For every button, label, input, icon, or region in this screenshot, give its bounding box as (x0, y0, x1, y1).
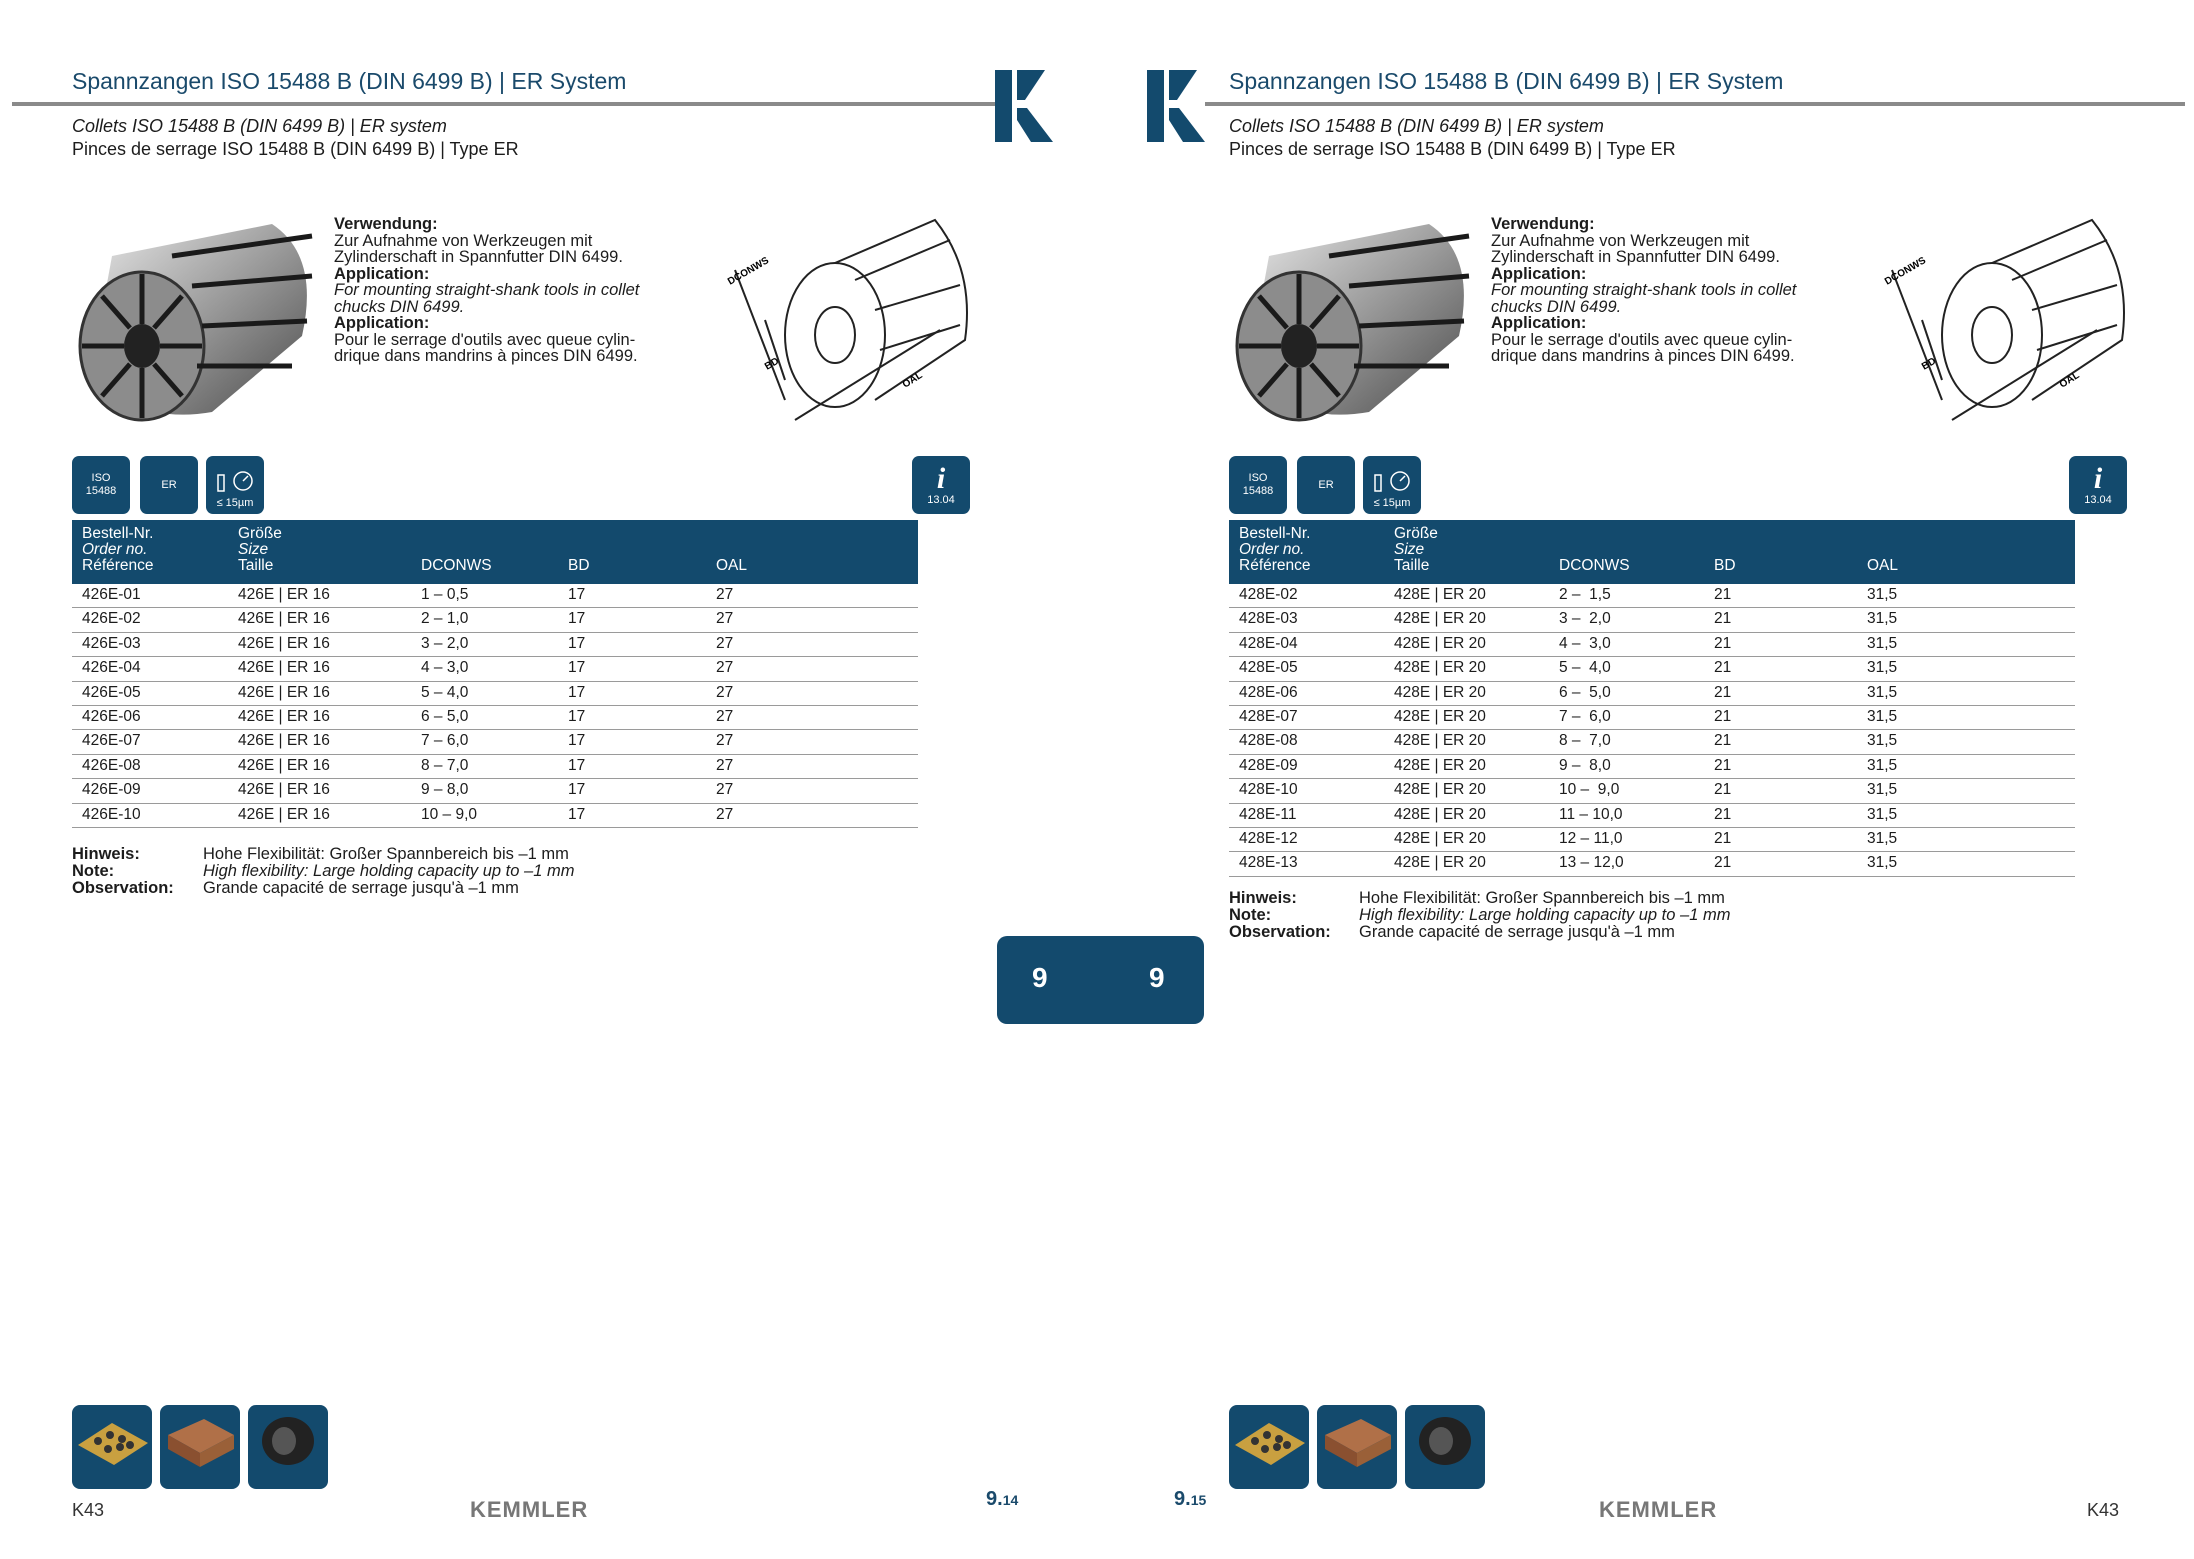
cell-ref: 428E-06 (1239, 683, 1298, 701)
cell-ref: 428E-05 (1239, 659, 1298, 677)
subtitle-fr: Pinces de serrage ISO 15488 B (DIN 6499 B) | Type ER (1229, 139, 1676, 159)
desc-fr-label: Application: (334, 314, 430, 332)
cell-oal: 27 (716, 586, 734, 603)
table-row (1229, 779, 2075, 803)
desc-de-label: Verwendung: (334, 215, 438, 233)
info-icon: i (2093, 461, 2103, 495)
collet-photo (72, 216, 320, 424)
cell-dconws: 13 – 12,0 (1559, 854, 1624, 872)
cell-dconws: 9 – 8,0 (1559, 756, 1611, 774)
cell-ref: 426E-10 (82, 805, 141, 823)
cell-ref: 426E-06 (82, 707, 141, 725)
cell-size: 428E | ER 20 (1394, 732, 1486, 750)
thumbnail-clamping-nut[interactable]: 10.10 (248, 1405, 328, 1489)
diagram-label-oal: OAL (2057, 370, 2082, 391)
cell-size: 426E | ER 16 (238, 659, 330, 677)
cell-size: 426E | ER 16 (238, 756, 330, 774)
cell-oal: 27 (716, 634, 734, 652)
cell-ref: 428E-11 (1239, 805, 1297, 823)
cell-bd: 17 (568, 586, 586, 603)
cell-bd: 17 (568, 756, 586, 774)
cell-oal: 31,5 (1867, 781, 1898, 799)
thumbnail-collet-rack[interactable] (72, 1405, 152, 1489)
cell-ref: 426E-03 (82, 634, 141, 652)
er-badge: ER (140, 456, 198, 514)
cell-ref: 426E-01 (82, 586, 141, 603)
table-row (1229, 584, 2075, 608)
clamping-nut-icon (248, 1405, 328, 1475)
cell-size: 426E | ER 16 (238, 732, 330, 750)
cell-size: 428E | ER 20 (1394, 829, 1486, 847)
info-badge[interactable]: i 13.04 (2069, 456, 2127, 514)
table-body (1229, 584, 2075, 877)
table-row (1229, 706, 2075, 730)
cell-size: 428E | ER 20 (1394, 634, 1486, 652)
cell-bd: 21 (1714, 805, 1732, 823)
runout-gauge-icon (215, 471, 255, 497)
cell-bd: 21 (1714, 829, 1732, 847)
cell-dconws: 9 – 8,0 (421, 781, 469, 799)
subtitle-en: Collets ISO 15488 B (DIN 6499 B) | ER system (72, 116, 447, 136)
table-row (72, 657, 918, 681)
accuracy-badge: ≤ 15µm (206, 456, 264, 514)
cell-bd: 21 (1714, 610, 1732, 628)
table-row (1229, 755, 2075, 779)
table-row (1229, 608, 2075, 632)
cell-dconws: 4 – 3,0 (1559, 634, 1611, 652)
cell-bd: 17 (568, 634, 586, 652)
thumbnail-collet-rack[interactable] (1229, 1405, 1309, 1489)
cell-size: 428E | ER 20 (1394, 683, 1486, 701)
notes: Hinweis: Hohe Flexibilität: Großer Spannbereich bis –1 mm Note: High flexibility: Large holding capacity up to –1 mm Observation: Grande capacité de serrage jusqu'à –1 mm (72, 845, 575, 897)
cell-oal: 27 (716, 805, 734, 823)
cell-dconws: 2 – 1,0 (421, 610, 469, 628)
kemmler-k-logo (1147, 70, 1207, 142)
cell-ref: 426E-08 (82, 756, 141, 774)
cell-ref: 426E-04 (82, 659, 141, 677)
cell-oal: 31,5 (1867, 805, 1898, 823)
table-header: Bestell-Nr. Order no. Référence Größe Size Taille DCONWS BD OAL (1229, 520, 2075, 584)
cell-size: 428E | ER 20 (1394, 756, 1486, 774)
table-row (72, 804, 918, 828)
cell-size: 426E | ER 16 (238, 805, 330, 823)
table-row (72, 584, 918, 608)
cell-size: 428E | ER 20 (1394, 610, 1486, 628)
thumbnail-wood-box[interactable] (1317, 1405, 1397, 1489)
thumbnail-clamping-nut[interactable]: 10.10 (1405, 1405, 1485, 1489)
cell-oal: 27 (716, 659, 734, 677)
table-row (1229, 682, 2075, 706)
table-row (1229, 633, 2075, 657)
cell-dconws: 8 – 7,0 (421, 756, 469, 774)
table-header: Bestell-Nr. Order no. Référence Größe Size Taille DCONWS BD OAL (72, 520, 918, 584)
table-row (1229, 852, 2075, 876)
clamping-nut-icon (1405, 1405, 1485, 1475)
cell-size: 426E | ER 16 (238, 707, 330, 725)
cell-ref: 428E-13 (1239, 854, 1298, 872)
cell-oal: 31,5 (1867, 854, 1898, 872)
diagram-label-bd: BD (1920, 355, 1939, 373)
table-row (72, 779, 918, 803)
diagram-label-dconws: DCONWS (1883, 255, 1928, 288)
page-right (1097, 0, 2194, 1559)
cell-bd: 17 (568, 781, 586, 799)
cell-dconws: 12 – 11,0 (1559, 829, 1623, 847)
diagram-label-bd: BD (763, 355, 782, 373)
cell-bd: 21 (1714, 683, 1732, 701)
cell-oal: 31,5 (1867, 659, 1898, 677)
cell-oal: 27 (716, 707, 734, 725)
cell-oal: 31,5 (1867, 683, 1898, 701)
subtitle-en: Collets ISO 15488 B (DIN 6499 B) | ER system (1229, 116, 1604, 136)
chapter-tab-right: 9 (1149, 962, 1165, 993)
table-row (72, 755, 918, 779)
product-table (72, 520, 918, 828)
title-rule (1205, 102, 2185, 106)
title-rule (12, 102, 997, 106)
page-title: Spannzangen ISO 15488 B (DIN 6499 B) | ER System (1229, 68, 1784, 94)
cell-size: 428E | ER 20 (1394, 659, 1486, 677)
cell-bd: 21 (1714, 634, 1732, 652)
cell-ref: 428E-04 (1239, 634, 1298, 652)
cell-dconws: 5 – 4,0 (421, 683, 469, 701)
cell-dconws: 3 – 2,0 (421, 634, 469, 652)
cell-oal: 27 (716, 756, 734, 774)
desc-en-text: For mounting straight-shank tools in collet chucks DIN 6499. (334, 281, 640, 316)
kemmler-k-logo (995, 70, 1055, 142)
desc-en-text: For mounting straight-shank tools in collet chucks DIN 6499. (1491, 281, 1797, 316)
page-number: 9.14 (986, 1488, 1019, 1510)
cell-size: 426E | ER 16 (238, 586, 330, 603)
table-row (72, 706, 918, 730)
cell-oal: 27 (716, 781, 734, 799)
footer-brand: KEMMLER (1599, 1497, 1718, 1522)
table-row (72, 682, 918, 706)
table-row (72, 608, 918, 632)
cell-bd: 21 (1714, 732, 1732, 750)
cell-dconws: 10 – 9,0 (421, 805, 478, 823)
cell-bd: 21 (1714, 659, 1732, 677)
cell-dconws: 8 – 7,0 (1559, 732, 1611, 750)
cell-size: 428E | ER 20 (1394, 854, 1486, 872)
cell-bd: 17 (568, 610, 586, 628)
cell-oal: 27 (716, 683, 734, 701)
cell-dconws: 7 – 6,0 (1559, 707, 1611, 725)
cell-dconws: 10 – 9,0 (1559, 781, 1620, 799)
table-body (72, 584, 918, 828)
table-row (1229, 730, 2075, 754)
cell-bd: 17 (568, 659, 586, 677)
cell-oal: 31,5 (1867, 756, 1898, 774)
collet-rack-icon (72, 1405, 152, 1475)
description (1491, 216, 1836, 365)
dimension-diagram (725, 210, 975, 435)
product-table (1229, 520, 2075, 877)
cell-dconws: 3 – 2,0 (1559, 610, 1611, 628)
cell-bd: 21 (1714, 854, 1732, 872)
desc-de-text: Zur Aufnahme von Werkzeugen mit Zylinderschaft in Spannfutter DIN 6499. (334, 231, 623, 266)
chapter-tab-left: 9 (1032, 962, 1048, 993)
desc-fr-text: Pour le serrage d'outils avec queue cylin-drique dans mandrins à pinces DIN 6499. (1491, 330, 1795, 365)
desc-de-text: Zur Aufnahme von Werkzeugen mit Zylinderschaft in Spannfutter DIN 6499. (1491, 231, 1780, 266)
info-icon: i (936, 461, 946, 495)
wood-box-icon (1317, 1405, 1397, 1475)
table-row (72, 730, 918, 754)
table-row (1229, 657, 2075, 681)
notes: Hinweis: Hohe Flexibilität: Großer Spannbereich bis –1 mm Note: High flexibility: Large holding capacity up to –1 mm Observation: Grande capacité de serrage jusqu'à –1 mm (1229, 889, 1731, 941)
cell-dconws: 1 – 0,5 (421, 586, 469, 603)
cell-oal: 31,5 (1867, 732, 1898, 750)
cell-ref: 426E-05 (82, 683, 141, 701)
diagram-label-oal: OAL (900, 370, 925, 391)
cell-size: 428E | ER 20 (1394, 781, 1486, 799)
collet-rack-icon (1229, 1405, 1309, 1475)
cell-dconws: 5 – 4,0 (1559, 659, 1611, 677)
info-badge[interactable]: i 13.04 (912, 456, 970, 514)
diagram-label-dconws: DCONWS (726, 255, 771, 288)
page-title: Spannzangen ISO 15488 B (DIN 6499 B) | ER System (72, 68, 627, 94)
accuracy-badge: ≤ 15µm (1363, 456, 1421, 514)
desc-de-label: Verwendung: (1491, 215, 1595, 233)
cell-bd: 21 (1714, 781, 1732, 799)
cell-size: 426E | ER 16 (238, 610, 330, 628)
cell-ref: 426E-07 (82, 732, 141, 750)
dimension-diagram (1882, 210, 2132, 435)
desc-en-label: Application: (334, 264, 430, 283)
table-row (1229, 804, 2075, 828)
cell-bd: 17 (568, 805, 586, 823)
cell-ref: 428E-02 (1239, 586, 1298, 603)
cell-ref: 428E-08 (1239, 732, 1298, 750)
cell-oal: 31,5 (1867, 829, 1898, 847)
footer-code: K43 (2087, 1500, 2120, 1520)
cell-ref: 426E-02 (82, 610, 141, 628)
cell-oal: 27 (716, 610, 734, 628)
wood-box-icon (160, 1405, 240, 1475)
desc-fr-text: Pour le serrage d'outils avec queue cylin-drique dans mandrins à pinces DIN 6499. (334, 330, 638, 365)
footer-code: K43 (72, 1500, 105, 1520)
cell-ref: 426E-09 (82, 781, 141, 799)
cell-size: 428E | ER 20 (1394, 707, 1486, 725)
desc-en-label: Application: (1491, 264, 1587, 283)
iso-badge: ISO 15488 (1229, 456, 1287, 514)
cell-dconws: 6 – 5,0 (1559, 683, 1611, 701)
cell-oal: 31,5 (1867, 707, 1898, 725)
thumbnail-wood-box[interactable] (160, 1405, 240, 1489)
cell-ref: 428E-12 (1239, 829, 1298, 847)
cell-dconws: 4 – 3,0 (421, 659, 469, 677)
desc-fr-label: Application: (1491, 314, 1587, 332)
iso-badge: ISO 15488 (72, 456, 130, 514)
cell-dconws: 7 – 6,0 (421, 732, 469, 750)
table-row (72, 633, 918, 657)
cell-size: 426E | ER 16 (238, 781, 330, 799)
cell-oal: 31,5 (1867, 586, 1898, 603)
cell-oal: 31,5 (1867, 634, 1898, 652)
cell-dconws: 6 – 5,0 (421, 707, 469, 725)
page-number: 9.15 (1174, 1488, 1207, 1510)
cell-dconws: 11 – 10,0 (1559, 805, 1623, 823)
cell-size: 428E | ER 20 (1394, 805, 1486, 823)
cell-oal: 31,5 (1867, 610, 1898, 628)
subtitle-fr: Pinces de serrage ISO 15488 B (DIN 6499 B) | Type ER (72, 139, 519, 159)
cell-oal: 27 (716, 732, 734, 750)
runout-gauge-icon (1372, 471, 1412, 497)
table-row (1229, 828, 2075, 852)
description (334, 216, 679, 365)
cell-size: 426E | ER 16 (238, 683, 330, 701)
cell-size: 428E | ER 20 (1394, 586, 1486, 603)
cell-ref: 428E-07 (1239, 707, 1298, 725)
cell-ref: 428E-09 (1239, 756, 1298, 774)
cell-bd: 17 (568, 732, 586, 750)
cell-size: 426E | ER 16 (238, 634, 330, 652)
cell-bd: 21 (1714, 586, 1732, 603)
collet-photo (1229, 216, 1477, 424)
cell-bd: 21 (1714, 756, 1732, 774)
cell-bd: 17 (568, 683, 586, 701)
cell-bd: 17 (568, 707, 586, 725)
cell-ref: 428E-10 (1239, 781, 1298, 799)
footer-brand: KEMMLER (470, 1497, 589, 1522)
cell-bd: 21 (1714, 707, 1732, 725)
cell-ref: 428E-03 (1239, 610, 1298, 628)
cell-dconws: 2 – 1,5 (1559, 586, 1611, 603)
er-badge: ER (1297, 456, 1355, 514)
